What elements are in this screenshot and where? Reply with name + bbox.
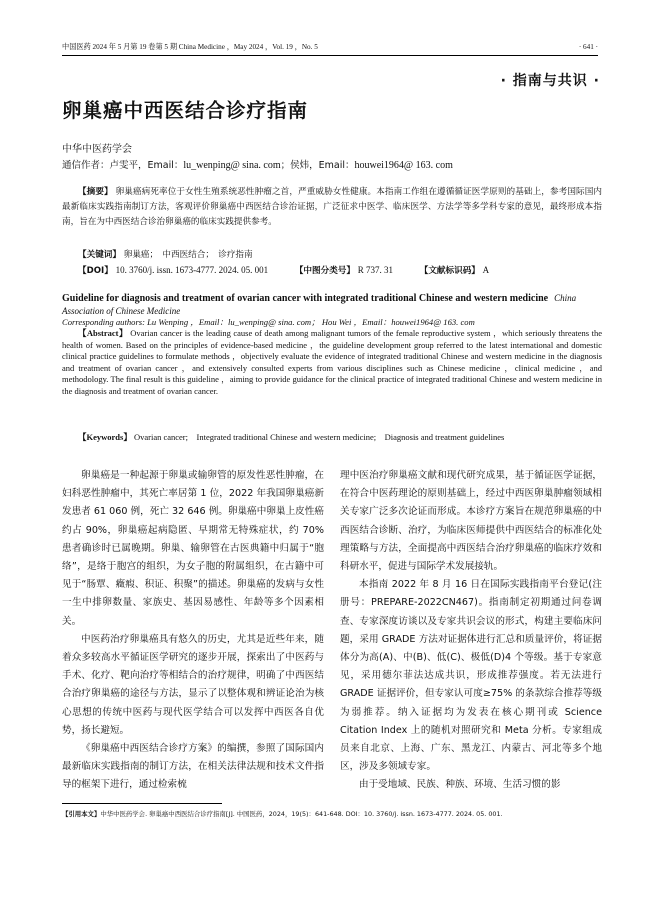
header-rule — [62, 55, 598, 56]
body-column-right — [340, 467, 602, 795]
footnote-rule — [62, 803, 222, 804]
english-title-block — [62, 292, 602, 318]
abstract-text: 卵巢癌病死率位于女性生殖系统恶性肿瘤之首，严重威胁女性健康。本指南工作组在遵循循证医学原则的基础上，参考国际国内最新临床实践指南制订方法，客观评价卵巢癌中西医结合诊治证据，广泛征求中医学、临床医学、方法学等多学科专家的意见，最终形成本指南，旨在为中西医结合诊治卵巢癌的临床实践提供参考。 — [62, 187, 602, 227]
running-header — [62, 40, 598, 54]
doi-value[interactable]: 10. 3760/j. issn. 1673-4777. 2024. 05. 001 — [115, 265, 269, 275]
article-title: 卵巢癌中西医结合诊疗指南 — [62, 99, 309, 122]
english-title: Guideline for diagnosis and treatment of ovarian cancer with integrated traditional Chinese and western medicine — [62, 293, 549, 304]
keywords-chinese — [78, 248, 253, 260]
keywords-en-text: Ovarian cancer; Integrated traditional Chinese and western medicine; Diagnosis and treatment guidelines — [133, 432, 505, 442]
clc-label: 【中图分类号】 — [294, 266, 355, 276]
abstract-en-label: 【Abstract】 — [78, 328, 128, 338]
email-link-1[interactable]: lu_wenping@ sina. com — [183, 160, 281, 171]
body-paragraph: 本指南 2022 年 8 月 16 日在国际实践指南平台登记(注册号：PREPARE-2022CN467)。指南制定初期通过问卷调查、专家深度访谈以及专家共识会议的形式，构建主要临床问题，采用 GRADE 方法对证据体进行汇总和质量评价，将证据体分为高(A)、中(B)、低(C)、极低(D)4 个等级。基于专家意见，采用德尔菲法达成共识，形成推荐强度。若无法进行 GRADE 证据评价，但专家认可度≥75% 的条款综合推荐等级为弱推荐。纳入证据均为发表在核心期刊或 Science Citation Index 上的随机对照研究和 Meta 分析。专家组成员来自北京、上海、广东、黑龙江、内蒙古、河北等多个地区，涉及多领域专家。 — [340, 579, 602, 773]
english-organization: China Association of Chinese Medicine — [62, 293, 577, 316]
keywords-en-label: 【Keywords】 — [78, 432, 132, 442]
keywords-english — [62, 431, 602, 443]
doc-code-label: 【文献标识码】 — [419, 266, 480, 276]
doi-label: 【DOI】 — [78, 266, 113, 276]
abstract-chinese — [62, 185, 602, 230]
keywords-text: 卵巢癌； 中西医结合； 诊疗指南 — [123, 250, 253, 260]
body-paragraph: 卵巢癌是一种起源于卵巢或输卵管的原发性恶性肿瘤，在妇科恶性肿瘤中，其死亡率居第 1 位，2022 年我国卵巢癌新发患者 61 060 例，死亡 32 646 例。卵巢癌中卵巢上皮性癌约占 90%，卵巢癌起病隐匿、早期常无特殊症状，约 70% 患者确诊时已属晚期。卵巢、输卵管在古医典籍中归属于“胞络”，是络于胞宫的组织，为女子胞的附属组织，在古籍中可见于“肠覃、癥瘕、积证、积聚”的描述。卵巢癌的发病与女性一生中排卵数量、家族史、基因易感性、年龄等多个因素相关。 — [62, 470, 324, 627]
body-paragraph: 中医药治疗卵巢癌具有悠久的历史，尤其是近些年来，随着众多较高水平循证医学研究的逐步开展，探索出了中医药与手术、化疗、靶向治疗等相结合的治疗规律，明确了中西医结合治疗卵巢癌的途径与方法，显示了以整体观和辨证论治为核心思想的传统中医药与现代医学结合可以发挥中西医各自优势，扬长避短。 — [62, 633, 324, 736]
journal-info: 中国医药 2024 年 5 月第 19 卷第 5 期 China Medicine ，May 2024 ，Vol. 19 ，No. 5 — [62, 43, 318, 51]
doc-code-value: A — [482, 265, 490, 275]
body-paragraph: 《卵巢癌中西医结合诊疗方案》的编撰，参照了国际国内最新临床实践指南的制订方法，在相关法律法规和技术文件指导的框架下进行，通过检索梳 — [62, 743, 324, 791]
keywords-label: 【关键词】 — [78, 250, 121, 260]
body-column-left — [62, 467, 324, 795]
clc-value: R 737. 31 — [357, 265, 393, 275]
page-number: · 641 · — [578, 43, 598, 51]
english-corresponding-authors: Corresponding authors: Lu Wenping ，Email：lu_wenping@ sina. com； Hou Wei ，Email：houwei1964@ 163. com — [62, 317, 475, 327]
abstract-en-text: Ovarian cancer is the leading cause of death among malignant tumors of the female reproductive system ，which seriously threatens the health of women. Based on the principles of evidence-based medicine ，the guideline development group referred to the latest international and domestic clinical practice guidelines to formulate methods ，objectively evaluate the evidence of integrated traditional Chinese and western medicine in the diagnosis and treatment of ovarian cancer ，and extensively consulted experts from various disciplines such as Chinese medicine ，clinical medicine ，and methodology. The final result is this guideline ，aiming to provide guidance for the clinical practice of integrated traditional Chinese and western medicine in the diagnosis and treatment of ovarian cancer. — [62, 328, 602, 396]
body-paragraph: 理中医治疗卵巢癌文献和现代研究成果，基于循证医学证据，在符合中医药理论的原则基础上，经过中西医卵巢肿瘤领域相关专家广泛多次论证而形成。本诊疗方案旨在规范卵巢癌的中西医结合诊断、治疗，为临床医师提供中西医结合的标准化处理策略与方法，全面提高中西医结合治疗卵巢癌的临床疗效和科研水平，促进与国际学术发展接轨。 — [340, 470, 602, 573]
citation-footnote — [62, 809, 503, 818]
abstract-label: 【摘要】 — [78, 187, 113, 197]
email-link-2[interactable]: houwei1964@ 163. com — [354, 160, 453, 171]
corresponding-authors — [62, 157, 453, 171]
body-paragraph: 由于受地域、民族、种族、环境、生活习惯的影 — [359, 779, 561, 791]
corr-prefix: 通信作者：卢雯平，Email： — [62, 160, 184, 171]
doi-classification-row — [78, 264, 513, 276]
author-organization: 中华中医药学会 — [62, 144, 132, 155]
citation-text: 中华中医药学会. 卵巢癌中西医结合诊疗指南[J]. 中国医药，2024，19(5)：641-648. DOI：10. 3760/j. issn. 1673-4777. 2024. 05. 001. — [100, 810, 503, 818]
citation-label: 【引用本文】 — [62, 810, 101, 818]
section-tag: · 指南与共识 · — [500, 73, 600, 89]
corr-mid: ；侯炜，Email： — [280, 160, 355, 171]
abstract-english — [62, 328, 602, 398]
